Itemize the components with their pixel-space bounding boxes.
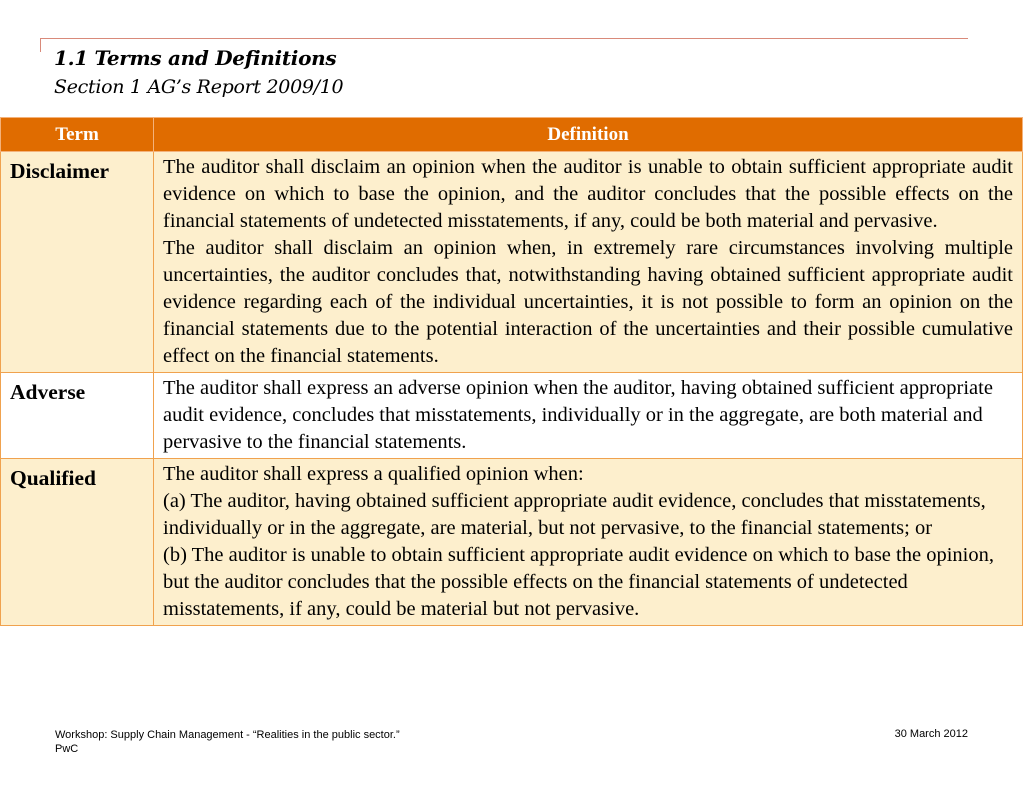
page-title: 1.1 Terms and Definitions bbox=[54, 46, 337, 70]
page-subtitle: Section 1 AG’s Report 2009/10 bbox=[54, 76, 344, 98]
table-row bbox=[1, 152, 1023, 373]
column-header-term: Term bbox=[1, 118, 154, 152]
footer-left bbox=[55, 728, 400, 756]
definition-adverse bbox=[154, 373, 1023, 459]
definition-paragraph: (b) The auditor is unable to obtain sufficient appropriate audit evidence on which to base the opinion, but the auditor concludes that the possible effects on the financial statements of undetected misstatements, if any, could be material but not pervasive. bbox=[163, 544, 994, 620]
term-adverse: Adverse bbox=[1, 373, 154, 459]
footer-workshop-text: Workshop: Supply Chain Management - “Realities in the public sector.” bbox=[55, 729, 400, 741]
definition-paragraph: (a) The auditor, having obtained sufficient appropriate audit evidence, concludes that misstatements, individually or in the aggregate, are material, but not pervasive, to the financial statements; or bbox=[163, 490, 986, 539]
table-row bbox=[1, 373, 1023, 459]
definition-paragraph: The auditor shall disclaim an opinion when the auditor is unable to obtain sufficient appropriate audit evidence on which to base the opinion, and the auditor concludes that the possible effects on the financial statements of undetected misstatements, if any, could be both material and pervasive. bbox=[163, 156, 1013, 232]
definitions-table bbox=[0, 117, 1023, 626]
column-header-definition: Definition bbox=[154, 118, 1023, 152]
term-disclaimer: Disclaimer bbox=[1, 152, 154, 373]
top-divider bbox=[40, 38, 968, 39]
table-row bbox=[1, 459, 1023, 626]
footer-company: PwC bbox=[55, 743, 79, 755]
definition-paragraph: The auditor shall express a qualified opinion when: bbox=[163, 463, 584, 485]
definition-paragraph: The auditor shall disclaim an opinion when, in extremely rare circumstances involving multiple uncertainties, the auditor concludes that, notwithstanding having obtained sufficient appropriate audit evidence regarding each of the individual uncertainties, it is not possible to form an opinion on the financial statements due to the potential interaction of the uncertainties and their possible cumulative effect on the financial statements. bbox=[163, 237, 1013, 367]
definition-qualified bbox=[154, 459, 1023, 626]
definition-paragraph: The auditor shall express an adverse opinion when the auditor, having obtained sufficient appropriate audit evidence, concludes that misstatements, individually or in the aggregate, are both material and pervasive to the financial statements. bbox=[163, 377, 993, 453]
footer-date: 30 March 2012 bbox=[894, 728, 968, 740]
term-qualified: Qualified bbox=[1, 459, 154, 626]
definition-disclaimer bbox=[154, 152, 1023, 373]
table-header-row bbox=[1, 118, 1023, 152]
top-divider-tick bbox=[40, 38, 41, 52]
